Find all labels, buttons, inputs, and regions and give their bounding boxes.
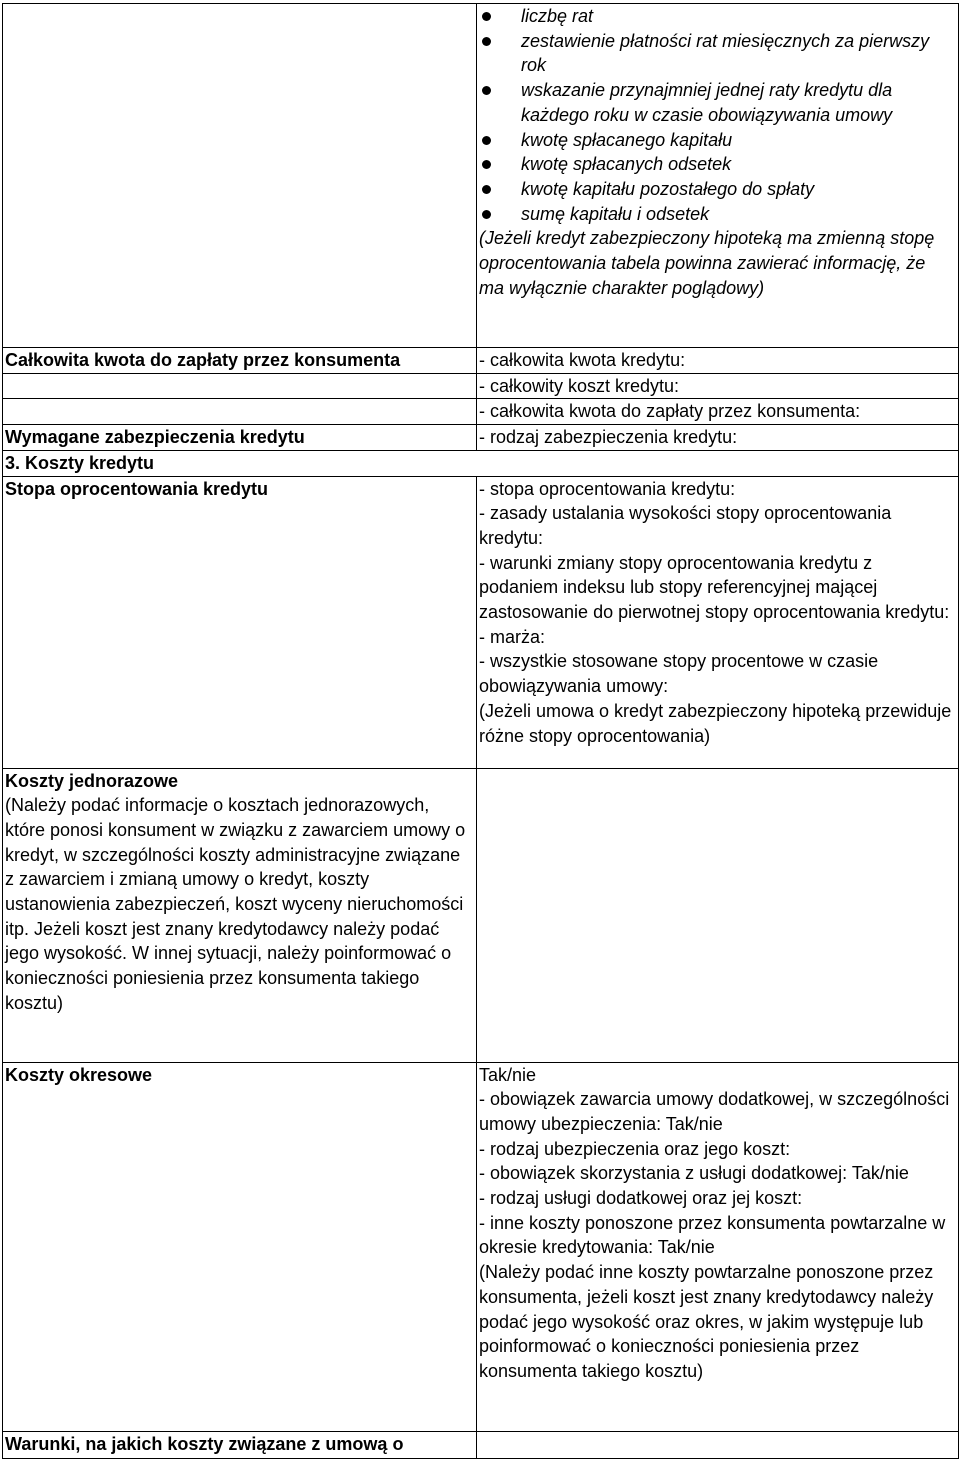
additional-agreement-field: - obowiązek zawarcia umowy dodatkowej, w szczególności umowy ubezpieczenia: Tak/nie xyxy=(479,1089,950,1134)
one-time-costs-row xyxy=(3,768,959,1062)
schedule-list xyxy=(479,4,955,226)
total-amount-field: - całkowita kwota kredytu: xyxy=(477,348,959,374)
total-to-pay-row xyxy=(3,399,959,425)
one-time-costs-value-cell xyxy=(477,768,959,1062)
total-amount-label: Całkowita kwota do zapłaty przez konsumenta xyxy=(3,348,477,374)
bullet-icon xyxy=(482,12,491,21)
interest-rate-field: - stopa oprocentowania kredytu: xyxy=(479,478,736,499)
periodic-costs-row xyxy=(3,1062,959,1431)
conditions-label: Warunki, na jakich koszty związane z umową o xyxy=(3,1431,477,1458)
periodic-costs-note: (Należy podać inne koszty powtarzalne ponoszone przez konsumenta, jeżeli koszt jest znany kredytodawcy należy podać jego wysokość oraz okres, w jakim występuje lub poinformować o konieczności poniesienia przez konsumenta takiego kosztu) xyxy=(479,1262,934,1381)
bullet-icon xyxy=(482,160,491,169)
additional-service-field: - obowiązek skorzystania z usługi dodatkowej: Tak/nie xyxy=(479,1163,909,1184)
one-time-costs-cell xyxy=(3,768,477,1062)
collateral-label: Wymagane zabezpieczenia kredytu xyxy=(3,425,477,451)
conditions-row xyxy=(3,1431,959,1458)
schedule-item: kwotę kapitału pozostałego do spłaty xyxy=(479,177,955,202)
periodic-costs-content-cell xyxy=(477,1062,959,1431)
schedule-item: liczbę rat xyxy=(479,4,955,29)
credit-info-table xyxy=(2,3,959,1459)
interest-content-cell xyxy=(477,476,959,768)
margin-field: - marża: xyxy=(479,626,546,647)
schedule-item: zestawienie płatności rat miesięcznych za pierwszy rok xyxy=(479,29,955,78)
total-to-pay-field: - całkowita kwota do zapłaty przez konsumenta: xyxy=(477,399,959,425)
schedule-row xyxy=(3,4,959,348)
one-time-costs-note: (Należy podać informacje o kosztach jednorazowych, które ponosi konsument w związku z zawarciem umowy o kredyt, w szczególności koszty administracyjne związane z zawarciem i zmianą umowy o kredyt, koszty ustanowienia zabezpieczeń, koszt wyceny nieruchomości itp. Jeżeli koszt jest znany kredytodawcy należy podać jego wysokość. W innej sytuacji, należy poinformować o konieczności poniesienia przez konsumenta takiego kosztu) xyxy=(5,795,466,1013)
one-time-costs-label: Koszty jednorazowe xyxy=(5,770,179,791)
schedule-item: wskazanie przynajmniej jednej raty kredytu dla każdego roku w czasie obowiązywania umowy xyxy=(479,78,955,127)
interest-change-field: - warunki zmiany stopy oprocentowania kredytu z podaniem indeksu lub stopy referencyjnej mającej zastosowanie do pierwotnej stopy oprocentowania kredytu: xyxy=(479,552,950,623)
periodic-yes-no: Tak/nie xyxy=(479,1064,537,1085)
schedule-label-cell xyxy=(3,4,477,348)
schedule-note: (Jeżeli kredyt zabezpieczony hipoteką ma zmienną stopę oprocentowania tabela powinna zawierać informację, że ma wyłącznie charakter poglądowy) xyxy=(479,228,935,298)
interest-rules-field: - zasady ustalania wysokości stopy oprocentowania kredytu: xyxy=(479,503,892,548)
total-amount-row xyxy=(3,348,959,374)
collateral-field: - rodzaj zabezpieczenia kredytu: xyxy=(477,425,959,451)
collateral-row xyxy=(3,425,959,451)
schedule-item: kwotę spłacanego kapitału xyxy=(479,128,955,153)
empty-cell xyxy=(3,373,477,399)
conditions-value-cell xyxy=(477,1431,959,1458)
total-cost-field: - całkowity koszt kredytu: xyxy=(477,373,959,399)
total-cost-row xyxy=(3,373,959,399)
schedule-item: kwotę spłacanych odsetek xyxy=(479,152,955,177)
interest-label: Stopa oprocentowania kredytu xyxy=(3,476,477,768)
interest-row xyxy=(3,476,959,768)
bullet-icon xyxy=(482,185,491,194)
empty-cell xyxy=(3,399,477,425)
interest-note: (Jeżeli umowa o kredyt zabezpieczony hipoteką przewiduje różne stopy oprocentowania) xyxy=(479,700,952,746)
bullet-icon xyxy=(482,37,491,46)
bullet-icon xyxy=(482,136,491,145)
bullet-icon xyxy=(482,86,491,95)
schedule-content-cell xyxy=(477,4,959,348)
schedule-item: sumę kapitału i odsetek xyxy=(479,202,955,227)
section-heading-row xyxy=(3,450,959,476)
insurance-type-field: - rodzaj ubezpieczenia oraz jego koszt: xyxy=(479,1138,791,1159)
bullet-icon xyxy=(482,210,491,219)
section-heading: 3. Koszty kredytu xyxy=(3,450,959,476)
service-type-field: - rodzaj usługi dodatkowej oraz jej koszt: xyxy=(479,1188,803,1209)
periodic-costs-label: Koszty okresowe xyxy=(3,1062,477,1431)
other-costs-field: - inne koszty ponoszone przez konsumenta powtarzalne w okresie kredytowania: Tak/nie xyxy=(479,1212,946,1258)
all-rates-field: - wszystkie stosowane stopy procentowe w czasie obowiązywania umowy: xyxy=(479,651,879,697)
